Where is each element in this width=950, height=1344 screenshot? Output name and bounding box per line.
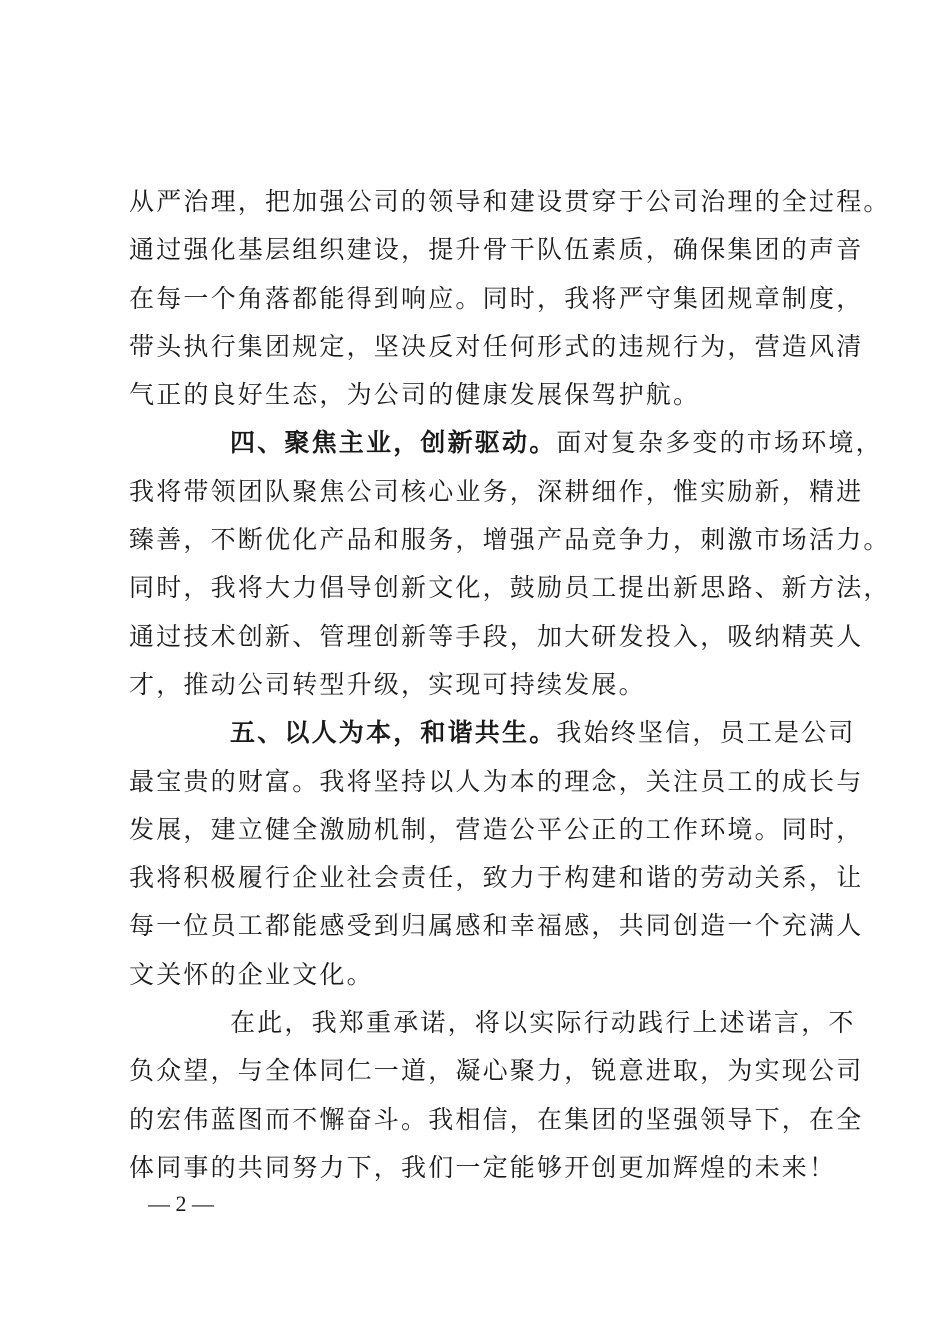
paragraph-strict-governance — [129, 178, 891, 419]
text-line: 我将积极履行企业社会责任，致力于构建和谐的劳动关系，让 — [129, 863, 864, 893]
text-line: 我将带领团队聚焦公司核心业务，深耕细作，惟实励新，精进 — [129, 476, 864, 506]
text-line: 每一位员工都能感受到归属感和幸福感，共同创造一个充满人 — [129, 911, 864, 941]
text-line — [129, 419, 883, 467]
text-line: 发展，建立健全激励机制，营造公平公正的工作环境。同时， — [129, 814, 864, 844]
text-line: 在此，我郑重承诺，将以实际行动践行上述诺言，不 — [230, 1008, 856, 1038]
section-heading-five: 五、以人为本，和谐共生。 — [230, 718, 557, 748]
text-line: 最宝贵的财富。我将坚持以人为本的理念，关注员工的成长与 — [129, 766, 864, 796]
text-line: 带头执行集团规定，坚决反对任何形式的违规行为，营造风清 — [129, 331, 864, 361]
text-line: 体同事的共同努力下，我们一定能够开创更加辉煌的未来！ — [129, 1152, 837, 1182]
text-run: 我始终坚信，员工是公司 — [556, 718, 856, 748]
section-heading-four: 四、聚焦主业，创新驱动。 — [230, 428, 557, 458]
text-line: 文关怀的企业文化。 — [129, 959, 374, 989]
text-run: 面对复杂多变的市场环境， — [556, 428, 883, 458]
paragraph-commitment — [129, 999, 869, 1192]
text-line: 从严治理，把加强公司的领导和建设贯穿于公司治理的全过程。 — [129, 187, 891, 216]
text-line: 气正的良好生态，为公司的健康发展保驾护航。 — [129, 380, 701, 410]
text-line: 通过技术创新、管理创新等手段，加大研发投入，吸纳精英人 — [129, 621, 864, 651]
text-line: 才，推动公司转型升级，实现可持续发展。 — [129, 669, 646, 699]
text-line: 通过强化基层组织建设，提升骨干队伍素质，确保集团的声音 — [129, 235, 864, 265]
paragraph-focus-innovation — [129, 419, 891, 709]
text-line: 臻善，不断优化产品和服务，增强产品竞争力，刺激市场活力。 — [129, 525, 891, 555]
body-text — [129, 178, 891, 1192]
page-number: — 2 — — [148, 1191, 214, 1216]
text-line: 的宏伟蓝图而不懈奋斗。我相信，在集团的坚强领导下，在全 — [129, 1104, 864, 1134]
paragraph-people-oriented — [129, 709, 869, 999]
text-line — [129, 709, 869, 757]
text-line: 在每一个角落都能得到响应。同时，我将严守集团规章制度， — [129, 283, 864, 313]
text-line: 同时，我将大力倡导创新文化，鼓励员工提出新思路、新方法， — [129, 573, 891, 603]
text-line: 负众望，与全体同仁一道，凝心聚力，锐意进取，为实现公司 — [129, 1056, 864, 1086]
